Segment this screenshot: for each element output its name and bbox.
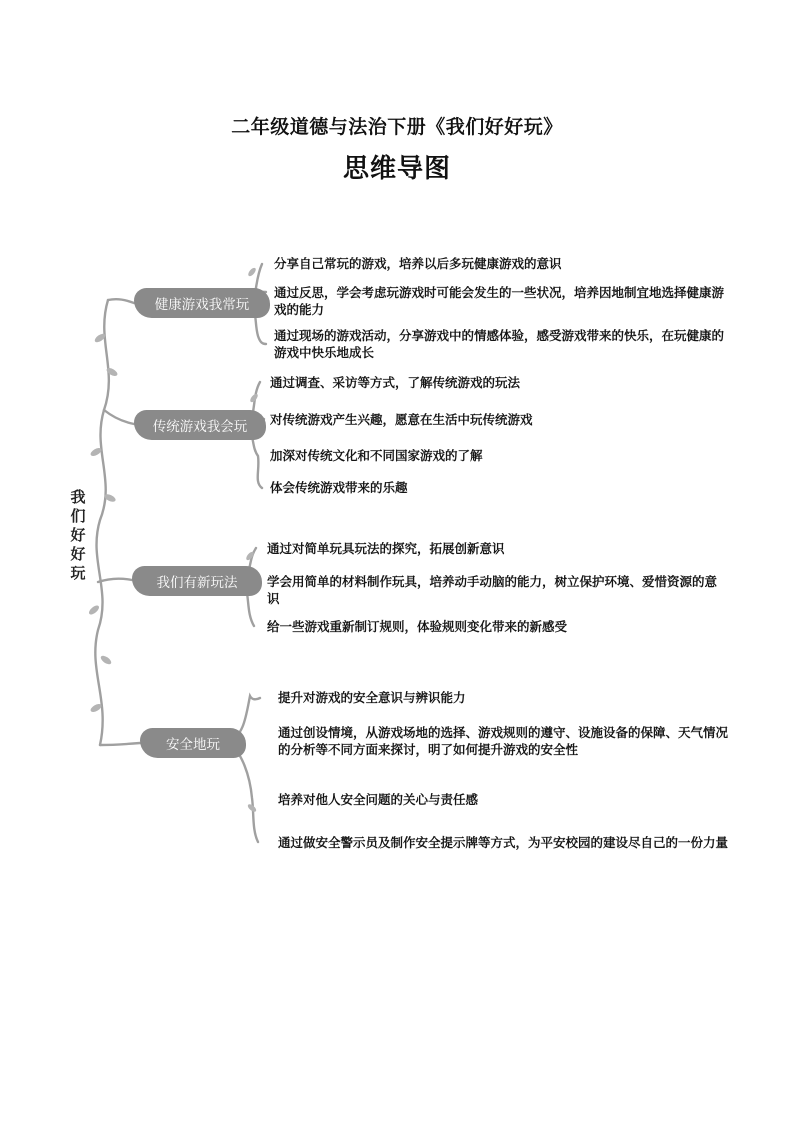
vine-to-branch-3: [98, 579, 132, 582]
leaf-4-4: 通过做安全警示员及制作安全提示牌等方式，为平安校园的建设尽自己的一份力量: [278, 835, 729, 850]
leaf-3-1: 通过对简单玩具玩法的探究，拓展创新意识: [267, 541, 505, 556]
vine-to-branch-1: [108, 299, 134, 303]
root-node: 我们好好玩: [70, 488, 86, 582]
leaf-deco: [247, 267, 257, 278]
leaf-4-3: 培养对他人安全问题的关心与责任感: [278, 792, 479, 807]
leaf-2-3: 加深对传统文化和不同国家游戏的了解: [270, 448, 483, 463]
leaf-4-2: 通过创设情境，从游戏场地的选择、游戏规则的遵守、设施设备的保障、天气情况的分析等不同方面来探讨，明了如何提升游戏的安全性: [278, 725, 729, 757]
branch-node-3: 我们有新玩法: [132, 566, 262, 596]
vine-to-branch-2: [104, 410, 134, 424]
bracket-4: [228, 696, 260, 842]
branch-node-2: 传统游戏我会玩: [134, 410, 266, 440]
leaf-2-1: 通过调查、采访等方式，了解传统游戏的玩法: [270, 375, 521, 390]
leaf-1-1: 分享自己常玩的游戏，培养以后多玩健康游戏的意识: [274, 256, 562, 271]
main-vine: [95, 300, 109, 745]
leaf-2-2: 对传统游戏产生兴趣，愿意在生活中玩传统游戏: [270, 412, 533, 427]
leaf-3-2: 学会用简单的材料制作玩具，培养动手动脑的能力，树立保护环境、爱惜资源的意识: [267, 574, 718, 606]
leaf-1-2: 通过反思，学会考虑玩游戏时可能会发生的一些状况，培养因地制宜地选择健康游戏的能力: [274, 285, 725, 317]
leaf-3-3: 给一些游戏重新制订规则，体验规则变化带来的新感受: [267, 619, 568, 634]
leaf-2-4: 体会传统游戏带来的乐趣: [270, 480, 408, 495]
branch-node-1: 健康游戏我常玩: [134, 288, 270, 318]
leaf-1-3: 通过现场的游戏活动，分享游戏中的情感体验，感受游戏带来的快乐，在玩健康的游戏中快乐地成长: [274, 328, 725, 360]
branch-node-4: 安全地玩: [140, 728, 246, 758]
leaf-4-1: 提升对游戏的安全意识与辨识能力: [278, 690, 466, 705]
page-subtitle: 思维导图: [342, 154, 451, 184]
leaf-deco: [87, 604, 100, 616]
page-title: 二年级道德与法治下册《我们好好玩》: [231, 116, 563, 138]
vine-to-branch-4: [100, 743, 140, 745]
leaf-deco: [99, 654, 112, 666]
